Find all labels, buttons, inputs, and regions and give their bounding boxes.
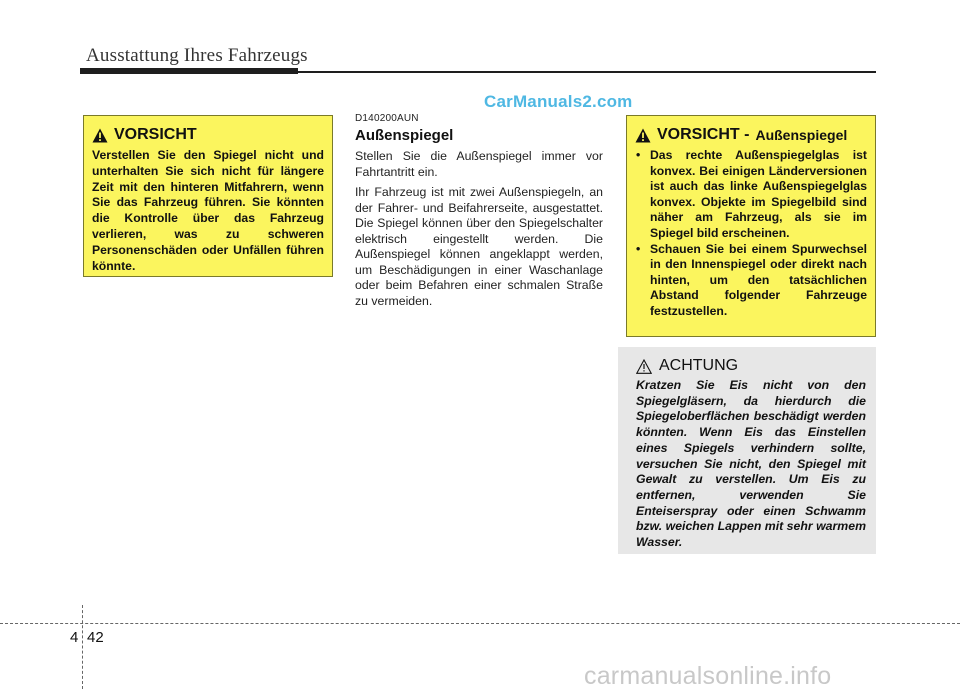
warning-subtitle: Außenspiegel [755,127,848,143]
footer-divider [82,605,83,689]
warning-title: VORSICHT [114,126,197,143]
warning-triangle-icon [92,128,108,143]
page-number: 42 [87,629,104,646]
warning-header [635,126,867,144]
section-code: D140200AUN [355,113,419,124]
vorsicht-box-left [83,115,333,277]
section-paragraph: Ihr Fahrzeug ist mit zwei Außenspiegeln, an der Fahrer- und Beifahrerseite, ausgestattet. Die Spiegel können über den Spiegelschalter elektrisch eingestellt werden. Die Außenspiegel können angeklappt werden, um Beschädigungen in einer Waschanlage oder beim Befahren einer schmalen Straße zu vermeiden. [355,185,603,308]
warning-list [635,148,867,320]
section-paragraph: Stellen Sie die Außenspiegel immer vor Fahrtantritt ein. [355,149,603,179]
site-watermark: carmanualsonline.info [584,662,832,690]
vorsicht-box-right [626,115,876,337]
header-rule [298,71,876,73]
achtung-box [618,347,876,554]
caution-header [636,357,866,375]
watermark-link[interactable]: CarManuals2.com [484,92,633,111]
warning-title: VORSICHT - [657,126,750,143]
warning-list-item: • Schauen Sie bei einem Spurwechsel in den Innenspiegel oder direkt nach hinten, um den tatsächlichen Abstand folgender Fahrzeuge festzustellen. [635,242,867,320]
warning-text: Verstellen Sie den Spiegel nicht und unterhalten Sie sich nicht für längere Zeit mit den hinteren Mitfahrern, wenn Sie das Fahrzeug führen. Sie könnten die Kontrolle über das Fahrzeug verlieren, was zu schweren Personenschäden oder Unfällen führen könnte. [92,148,324,273]
header-bar [80,68,298,74]
warning-triangle-icon [635,128,651,143]
footer-rule [0,623,960,624]
chapter-number: 4 [70,629,79,646]
caution-triangle-icon [636,359,652,374]
caution-text: Kratzen Sie Eis nicht von den Spiegelgläsern, da hierdurch die Spiegeloberflächen beschädigt werden könnten. Wenn Eis das Einstellen eines Spiegels verhindern sollte, versuchen Sie nicht, den Spiegel mit Gewalt zu verstellen. Um Eis zu entfernen, verwenden Sie Enteiserspray oder einen Schwamm bzw. weichen Lappen mit sehr warmem Wasser. [636,378,866,550]
warning-header [92,126,324,144]
section-title: Außenspiegel [355,127,454,144]
section-column [355,113,603,309]
page-header-title: Ausstattung Ihres Fahrzeugs [86,45,308,66]
warning-list-item: • Das rechte Außenspiegelglas ist konvex. Bei einigen Länderversionen ist auch das linke Außenspiegelglas konvex. Objekte im Spiegelbild sind näher am Fahrzeug, als sie im Spiegel bild erscheinen. [635,148,867,242]
caution-title: ACHTUNG [659,357,739,374]
